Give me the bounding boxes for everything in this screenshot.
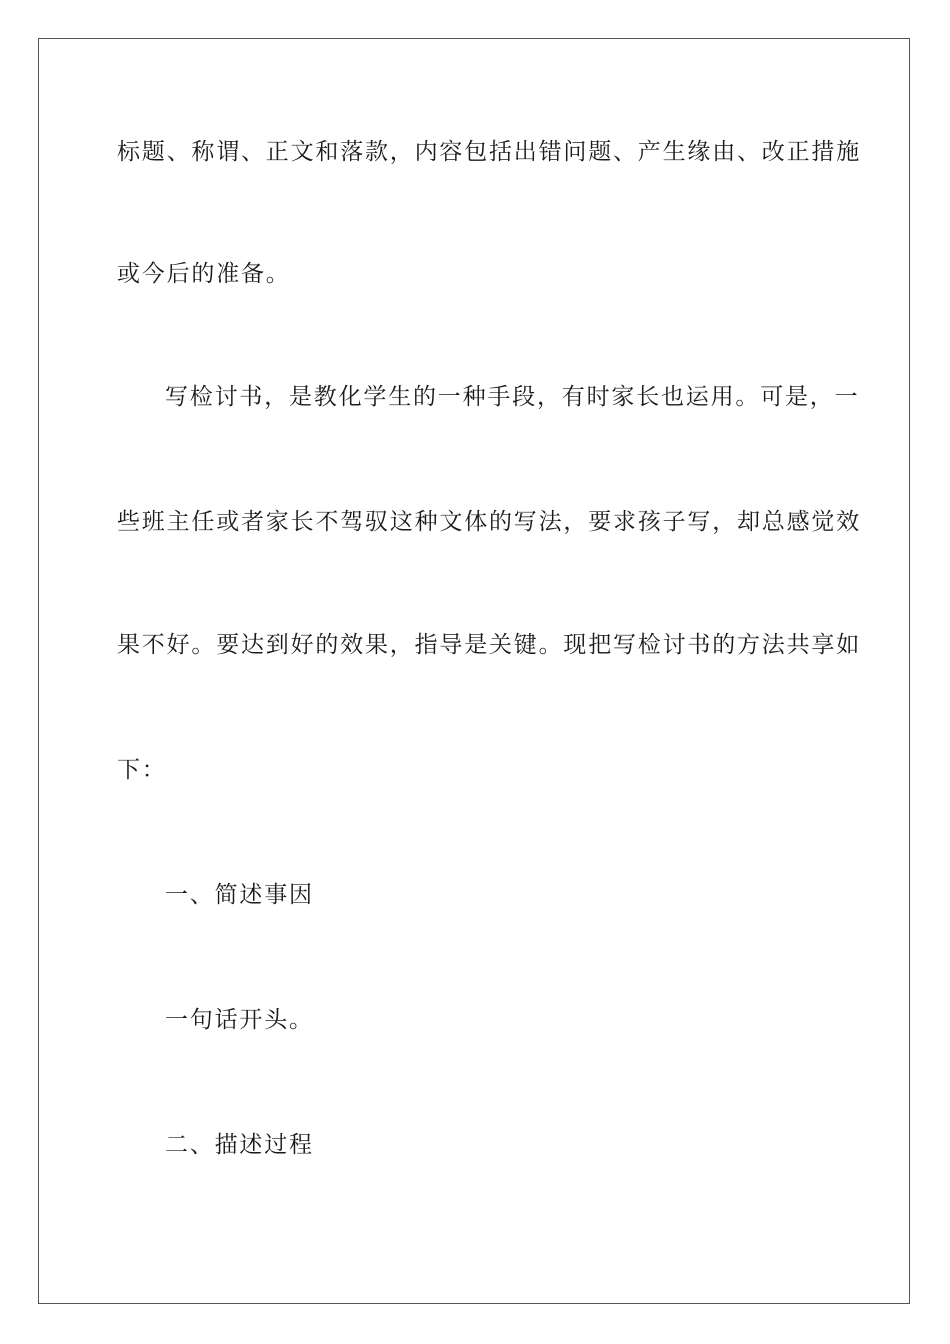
section-heading: 一、简述事因 bbox=[165, 882, 314, 908]
paragraph-line: 写检讨书，是教化学生的一种手段，有时家长也运用。可是，一 bbox=[165, 384, 860, 410]
paragraph-line: 些班主任或者家长不驾驭这种文体的写法，要求孩子写，却总感觉效 bbox=[117, 509, 861, 535]
paragraph-line: 一句话开头。 bbox=[165, 1007, 314, 1033]
page-frame bbox=[38, 38, 910, 1304]
paragraph-line: 或今后的准备。 bbox=[117, 261, 291, 287]
section-heading: 二、描述过程 bbox=[165, 1132, 314, 1158]
paragraph-line: 标题、称谓、正文和落款，内容包括出错问题、产生缘由、改正措施 bbox=[117, 139, 861, 165]
paragraph-line: 下： bbox=[117, 757, 167, 783]
paragraph-line: 果不好。要达到好的效果，指导是关键。现把写检讨书的方法共享如 bbox=[117, 632, 861, 658]
